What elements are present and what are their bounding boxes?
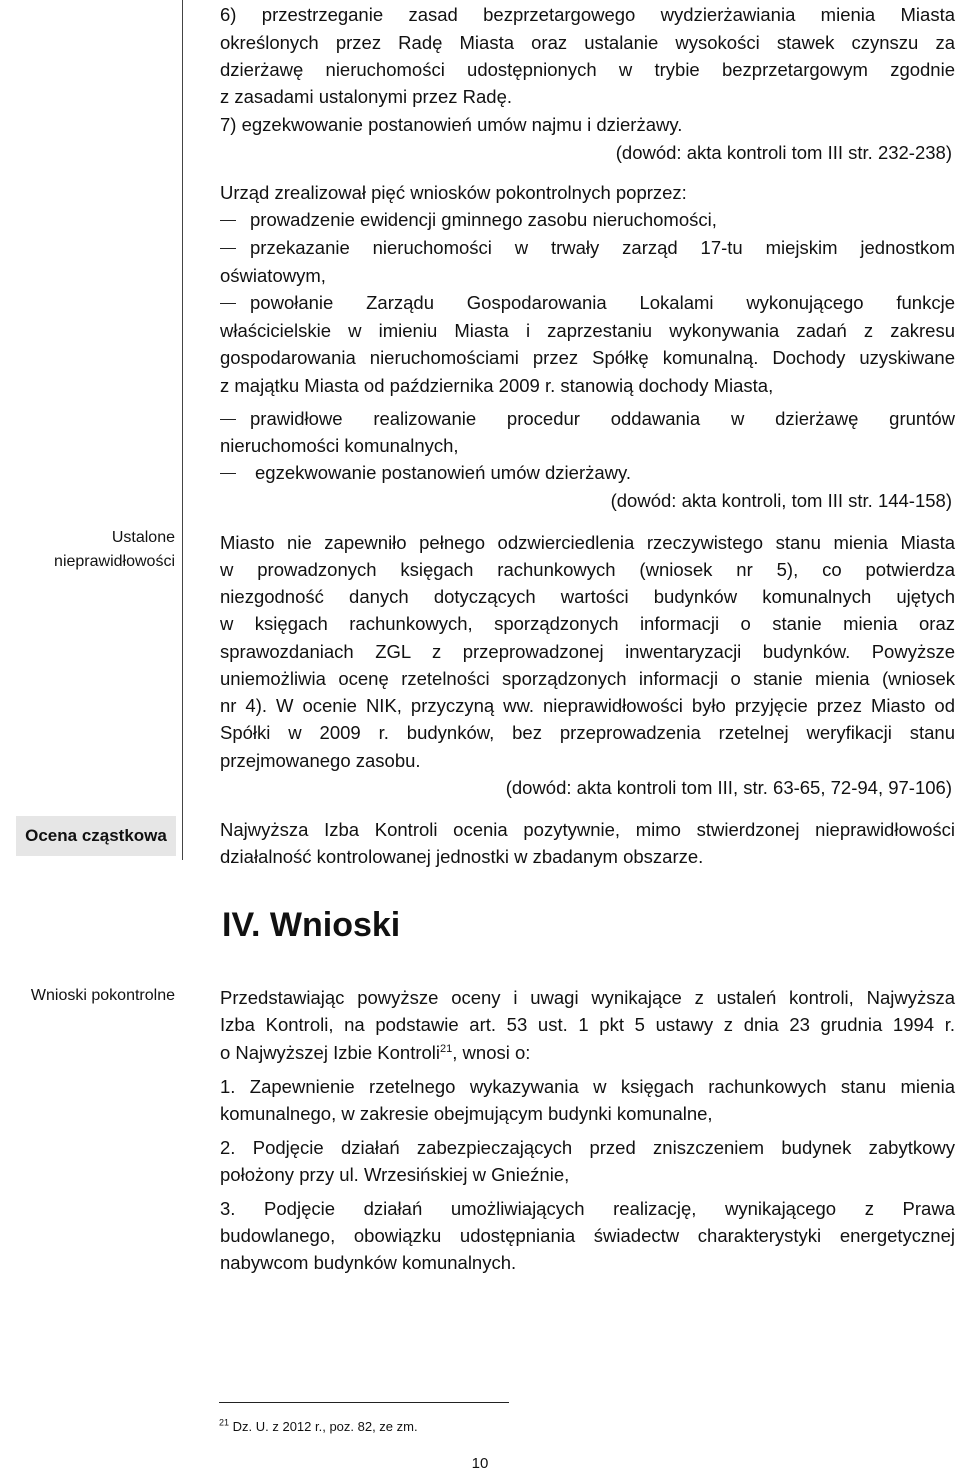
bullet-3-line1: powołanie Zarządu Gospodarowania Lokalami wykonującego funkcje — [250, 292, 955, 313]
ustalone-label-line1: Ustalone — [111, 529, 175, 546]
bullet-1: prowadzenie ewidencji gminnego zasobu nieruchomości, — [250, 209, 717, 230]
footnote-number: 21 — [219, 1417, 230, 1428]
bullet-3-line3: gospodarowania nieruchomościami przez Spółkę komunalną. Dochody uzyskiwane — [220, 347, 955, 368]
footnote-divider — [219, 1402, 509, 1403]
bullet-5: egzekwowanie postanowień umów dzierżawy. — [255, 462, 632, 483]
assessment-line2: działalność kontrolowanej jednostki w zbadanym obszarze. — [220, 846, 704, 867]
irregularity-line6: uniemożliwia ocenę rzetelności sporządzonych informacji o stanie mienia (wniosek — [220, 668, 955, 689]
bullet-3-line2: właścicielskie w imieniu Miasta i zaprzestaniu wykonywania zadań z zakresu — [220, 320, 955, 341]
irregularity-line4: w księgach rachunkowych, sporządzonych informacji o stanie mienia oraz — [220, 613, 955, 634]
irregularity-line2: w prowadzonych księgach rachunkowych (wniosek nr 5), co potwierdza — [220, 559, 955, 580]
evidence-citation-2: (dowód: akta kontroli, tom III str. 144-158) — [610, 490, 952, 511]
wniosek-3-line3: nabywcom budynków komunalnych. — [220, 1252, 517, 1273]
footnote — [219, 1419, 418, 1435]
wnioski-pokontrolne-label: Wnioski pokontrolne — [30, 987, 175, 1004]
wnioski-intro-line2: Izba Kontroli, na podstawie art. 53 ust. 1 pkt 5 ustawy z dnia 23 grudnia 1994 r. — [220, 1014, 955, 1035]
ocena-czastkowa-label: Ocena cząstkowa — [16, 816, 176, 856]
irregularity-line1: Miasto nie zapewniło pełnego odzwierciedlenia rzeczywistego stanu mienia Miasta — [220, 532, 955, 553]
section6-line1: 6) przestrzeganie zasad bezprzetargowego wydzierżawiania mienia Miasta — [220, 4, 955, 25]
wnioski-intro-tail: , wnosi o: — [452, 1042, 531, 1063]
irregularity-line8: Spółki w 2009 r. budynków, bez przeprowadzenia rzetelnej weryfikacji stanu — [220, 722, 955, 743]
bullet-dash — [220, 419, 236, 420]
realizacja-intro: Urząd zrealizował pięć wniosków pokontrolnych poprzez: — [220, 182, 687, 203]
sidebar-margin — [0, 0, 183, 860]
evidence-citation-1: (dowód: akta kontroli tom III str. 232-238) — [615, 142, 952, 163]
section-heading: IV. Wnioski — [222, 906, 401, 944]
wniosek-2-line1: 2. Podjęcie działań zabezpieczających przed zniszczeniem budynek zabytkowy — [220, 1137, 955, 1158]
wnioski-intro-line3 — [220, 1041, 530, 1065]
section7-line: 7) egzekwowanie postanowień umów najmu i dzierżawy. — [220, 114, 683, 135]
bullet-dash — [220, 303, 236, 304]
bullet-4-line1: prawidłowe realizowanie procedur oddawania w dzierżawę gruntów — [250, 408, 955, 429]
footnote-text: Dz. U. z 2012 r., poz. 82, ze zm. — [229, 1419, 418, 1434]
wniosek-1-line1: 1. Zapewnienie rzetelnego wykazywania w księgach rachunkowych stanu mienia — [220, 1076, 955, 1097]
footnote-ref: 21 — [440, 1042, 453, 1055]
irregularity-line5: sprawozdaniach ZGL z przeprowadzonej inwentaryzacji budynków. Powyższe — [220, 641, 955, 662]
irregularity-line7: nr 4). W ocenie NIK, przyczyną ww. nieprawidłowości było przyjęcie przez Miasto od — [220, 695, 955, 716]
wniosek-3-line1: 3. Podjęcie działań umożliwiających realizację, wynikającego z Prawa — [220, 1198, 955, 1219]
assessment-line1: Najwyższa Izba Kontroli ocenia pozytywnie, mimo stwierdzonej nieprawidłowości — [220, 819, 955, 840]
page-number: 10 — [471, 1455, 489, 1472]
section6-line2: określonych przez Radę Miasta oraz ustalanie wysokości stawek czynszu za — [220, 32, 955, 53]
wniosek-3-line2: budowlanego, obowiązku udostępniania świadectw charakterystyki energetycznej — [220, 1225, 955, 1246]
bullet-dash — [220, 220, 236, 221]
bullet-4-line2: nieruchomości komunalnych, — [220, 435, 459, 456]
bullet-dash — [220, 473, 236, 474]
wniosek-2-line2: położony przy ul. Wrzesińskiej w Gnieźnie, — [220, 1164, 570, 1185]
section6-line4: z zasadami ustalonymi przez Radę. — [220, 86, 513, 107]
wnioski-intro-line1: Przedstawiając powyższe oceny i uwagi wynikające z ustaleń kontroli, Najwyższa — [220, 987, 955, 1008]
ustalone-label-line2: nieprawidłowości — [54, 553, 175, 570]
irregularity-line3: niezgodność danych dotyczących wartości budynków komunalnych ujętych — [220, 586, 955, 607]
wnioski-intro-text: o Najwyższej Izbie Kontroli — [220, 1042, 441, 1063]
bullet-dash — [220, 248, 236, 249]
bullet-2-line1: przekazanie nieruchomości w trwały zarząd 17-tu miejskim jednostkom — [250, 237, 955, 258]
evidence-citation-3: (dowód: akta kontroli tom III, str. 63-65, 72-94, 97-106) — [505, 777, 952, 798]
irregularity-line9: przejmowanego zasobu. — [220, 750, 421, 771]
bullet-3-line4: z majątku Miasta od października 2009 r. stanowią dochody Miasta, — [220, 375, 774, 396]
wniosek-1-line2: komunalnego, w zakresie obejmującym budynki komunalne, — [220, 1103, 713, 1124]
section6-line3: dzierżawę nieruchomości udostępnionych w trybie bezprzetargowym zgodnie — [220, 59, 955, 80]
bullet-2-line2: oświatowym, — [220, 265, 326, 286]
